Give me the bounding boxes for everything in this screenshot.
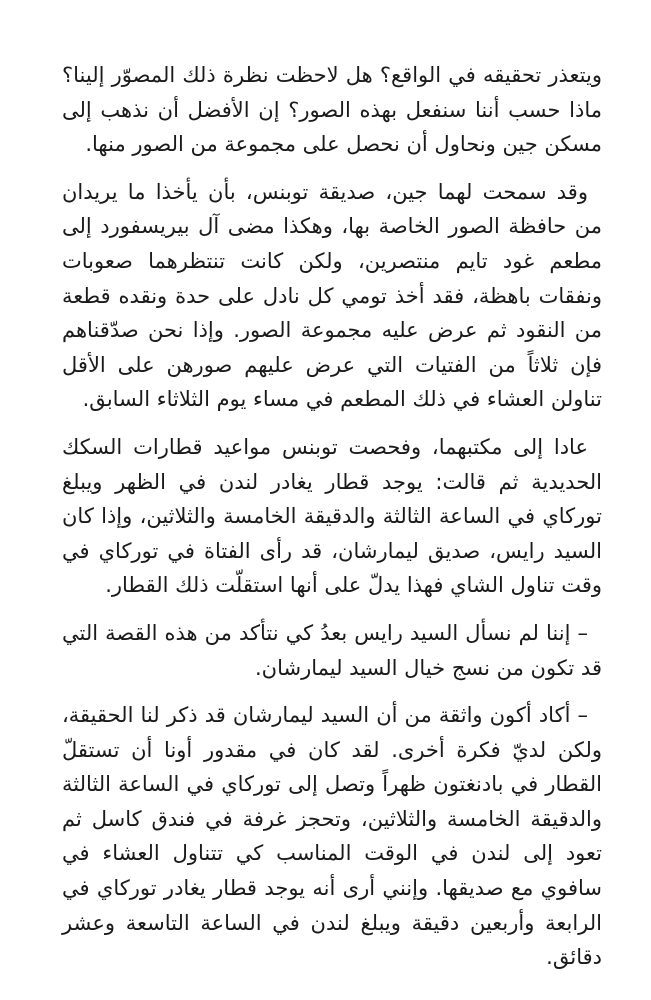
- paragraph-4-dialogue: – إننا لم نسأل السيد رايس بعدُ كي نتأكد من هذه القصة التي قد تكون من نسج خيال السيد ليمارشان.: [62, 620, 602, 680]
- book-page-text: [62, 58, 602, 975]
- paragraph-5-dialogue: – أكاد أكون واثقة من أن السيد ليمارشان قد ذكر لنا الحقيقة، ولكن لديّ فكرة أخرى. لقد كان في مقدور أونا أن تستقلّ القطار في بادنغتون ظهراً وتصل إلى توركاي في الساعة الثالثة والدقيقة الخامسة والثلاثين، وتحجز غرفة في فندق كاسل ثم تعود إلى لندن في الوقت المناسب كي تتناول العشاء في سافوي مع صديقها. وإنني أرى أنه يوجد قطار يغادر توركاي في الرابعة وأربعين دقيقة ويبلغ لندن في الساعة التاسعة وعشر دقائق.: [62, 703, 602, 970]
- paragraph-1: ويتعذر تحقيقه في الواقع؟ هل لاحظت نظرة ذلك المصوّر إلينا؟ ماذا حسب أننا سنفعل بهذه الصور؟ إن الأفضل أن نذهب إلى مسكن جين ونحاول أن نحصل على مجموعة من الصور منها.: [62, 63, 602, 157]
- paragraph-2: وقد سمحت لهما جين، صديقة توبنس، بأن يأخذا ما يريدان من حافظة الصور الخاصة بها، وهكذا مضى آل بيريسفورد إلى مطعم غود تايم منتصرين، ولكن كانت تنتظرهما صعوبات ونفقات باهظة، فقد أخذ تومي كل نادل على حدة ونقده قطعة من النقود ثم عرض عليه مجموعة الصور. وإذا نحن صدّقناهم فإن ثلاثاً من الفتيات التي عرض عليهم صورهن على الأقل تناولن العشاء في ذلك المطعم في مساء يوم الثلاثاء السابق.: [62, 179, 602, 412]
- paragraph-3: عادا إلى مكتبهما، وفحصت توبنس مواعيد قطارات السكك الحديدية ثم قالت: يوجد قطار يغادر لندن في الظهر ويبلغ توركاي في الساعة الثالثة والدقيقة الخامسة والثلاثين، وإذا كان السيد رايس، صديق ليمارشان، قد رأى الفتاة في توركاي في وقت تناول الشاي فهذا يدلّ على أنها استقلّت ذلك القطار.: [62, 434, 602, 598]
